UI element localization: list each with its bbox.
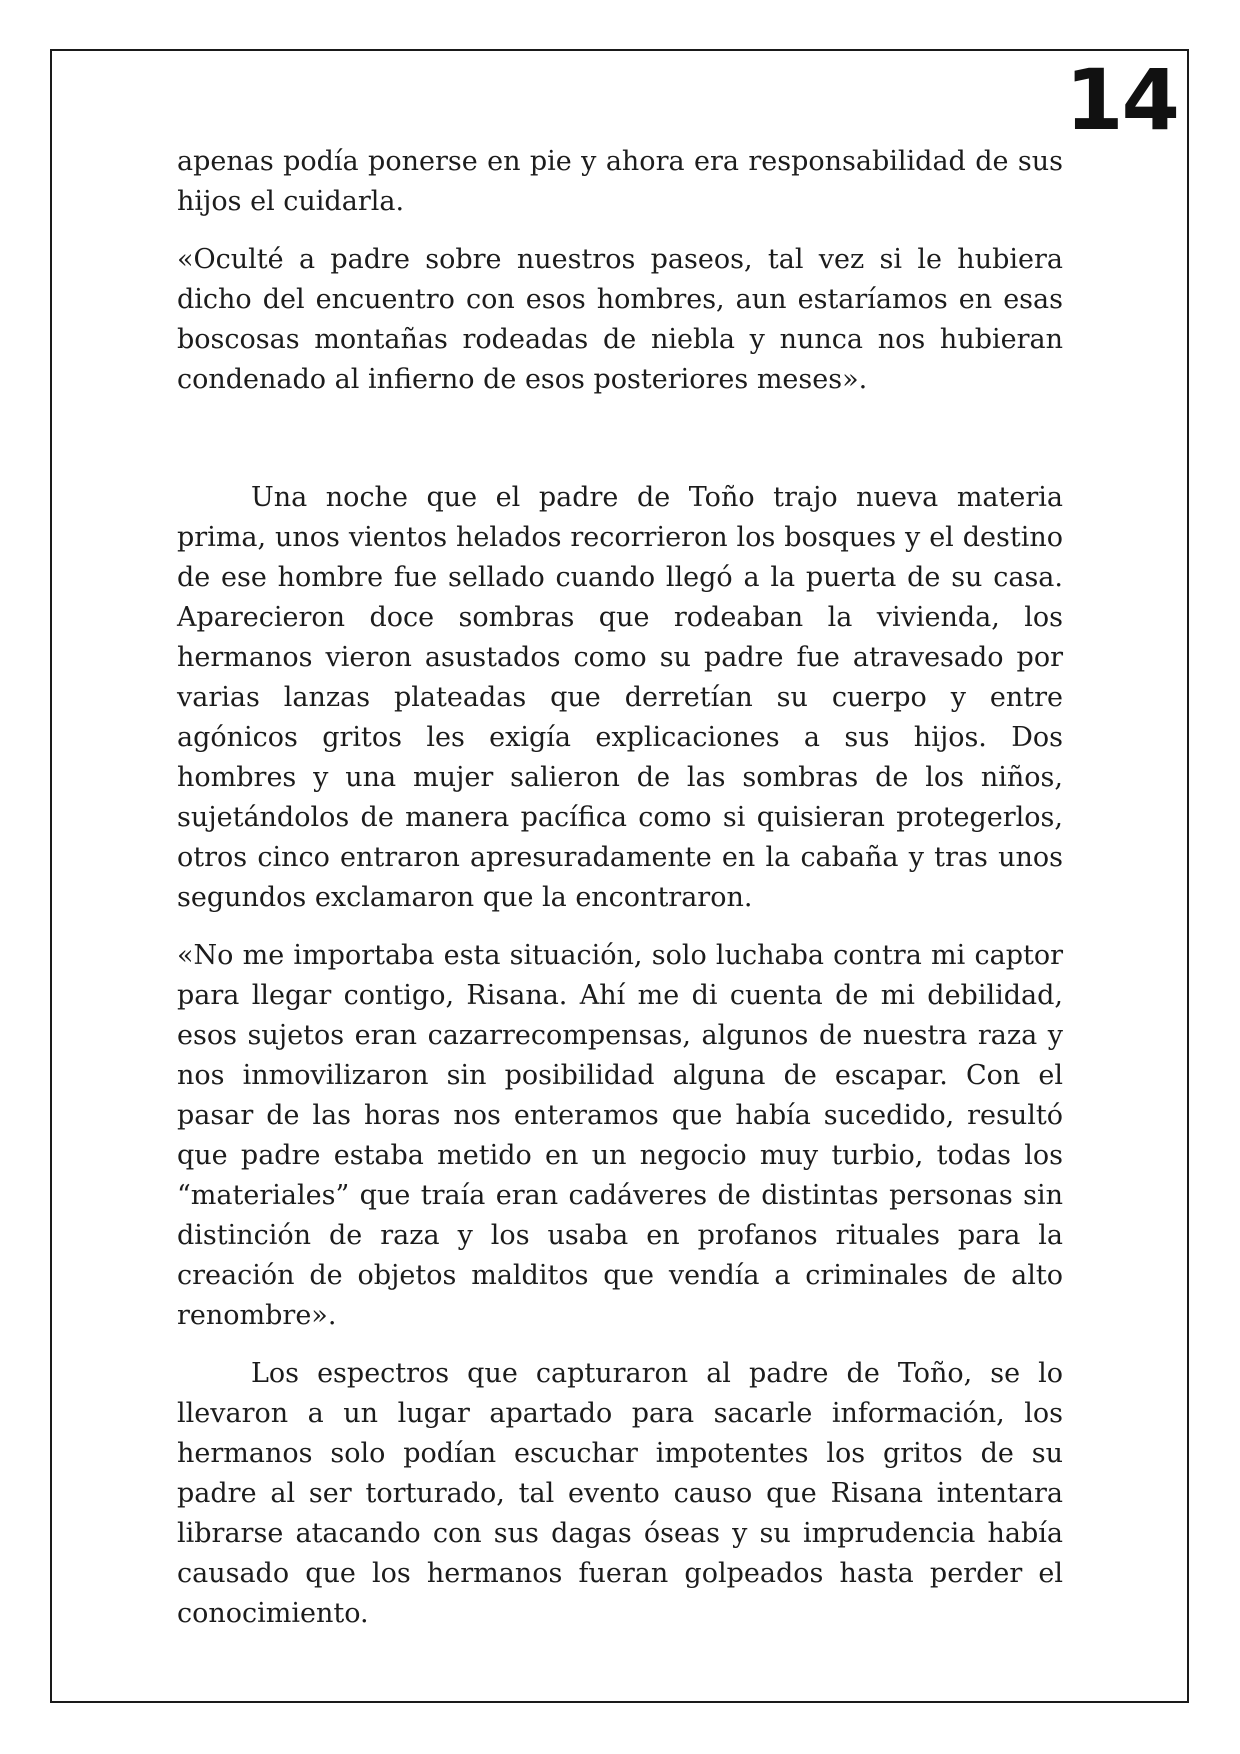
- paragraph: apenas podía ponerse en pie y ahora era responsabilidad de sus hijos el cuidarla.: [177, 146, 1063, 217]
- paragraph: Los espectros que capturaron al padre de Toño, se lo llevaron a un lugar apartado para sacarle información, los hermanos solo podían escuchar impotentes los gritos de su padre al ser torturado, tal evento causo que Risana intentara librarse atacando con sus dagas óseas y su imprudencia había causado que los hermanos fueran golpeados hasta perder el conocimiento.: [177, 1358, 1063, 1629]
- body-text: [177, 142, 1063, 1652]
- paragraph-quote: «No me importaba esta situación, solo luchaba contra mi captor para llegar contigo, Risana. Ahí me di cuenta de mi debilidad, esos sujetos eran cazarrecompensas, algunos de nuestra raza y nos inmovilizaron sin posibilidad alguna de escapar. Con el pasar de las horas nos enteramos que había sucedido, resultó que padre estaba metido en un negocio muy turbio, todas los “materiales” que traía eran cadáveres de distintas personas sin distinción de raza y los usaba en profanos rituales para la creación de objetos malditos que vendía a criminales de alto renombre».: [177, 940, 1063, 1331]
- paragraph: Una noche que el padre de Toño trajo nueva materia prima, unos vientos helados recorrieron los bosques y el destino de ese hombre fue sellado cuando llegó a la puerta de su casa. Aparecieron doce sombras que rodeaban la vivienda, los hermanos vieron asustados como su padre fue atravesado por varias lanzas plateadas que derretían su cuerpo y entre agónicos gritos les exigía explicaciones a sus hijos. Dos hombres y una mujer salieron de las sombras de los niños, sujetándolos de manera pacífica como si quisieran protegerlos, otros cinco entraron apresuradamente en la cabaña y tras unos segundos exclamaron que la encontraron.: [177, 482, 1063, 913]
- page-number: 14: [1065, 51, 1178, 149]
- paragraph-quote: «Oculté a padre sobre nuestros paseos, tal vez si le hubiera dicho del encuentro con esos hombres, aun estaríamos en esas boscosas montañas rodeadas de niebla y nunca nos hubieran condenado al infierno de esos posteriores meses».: [177, 244, 1063, 395]
